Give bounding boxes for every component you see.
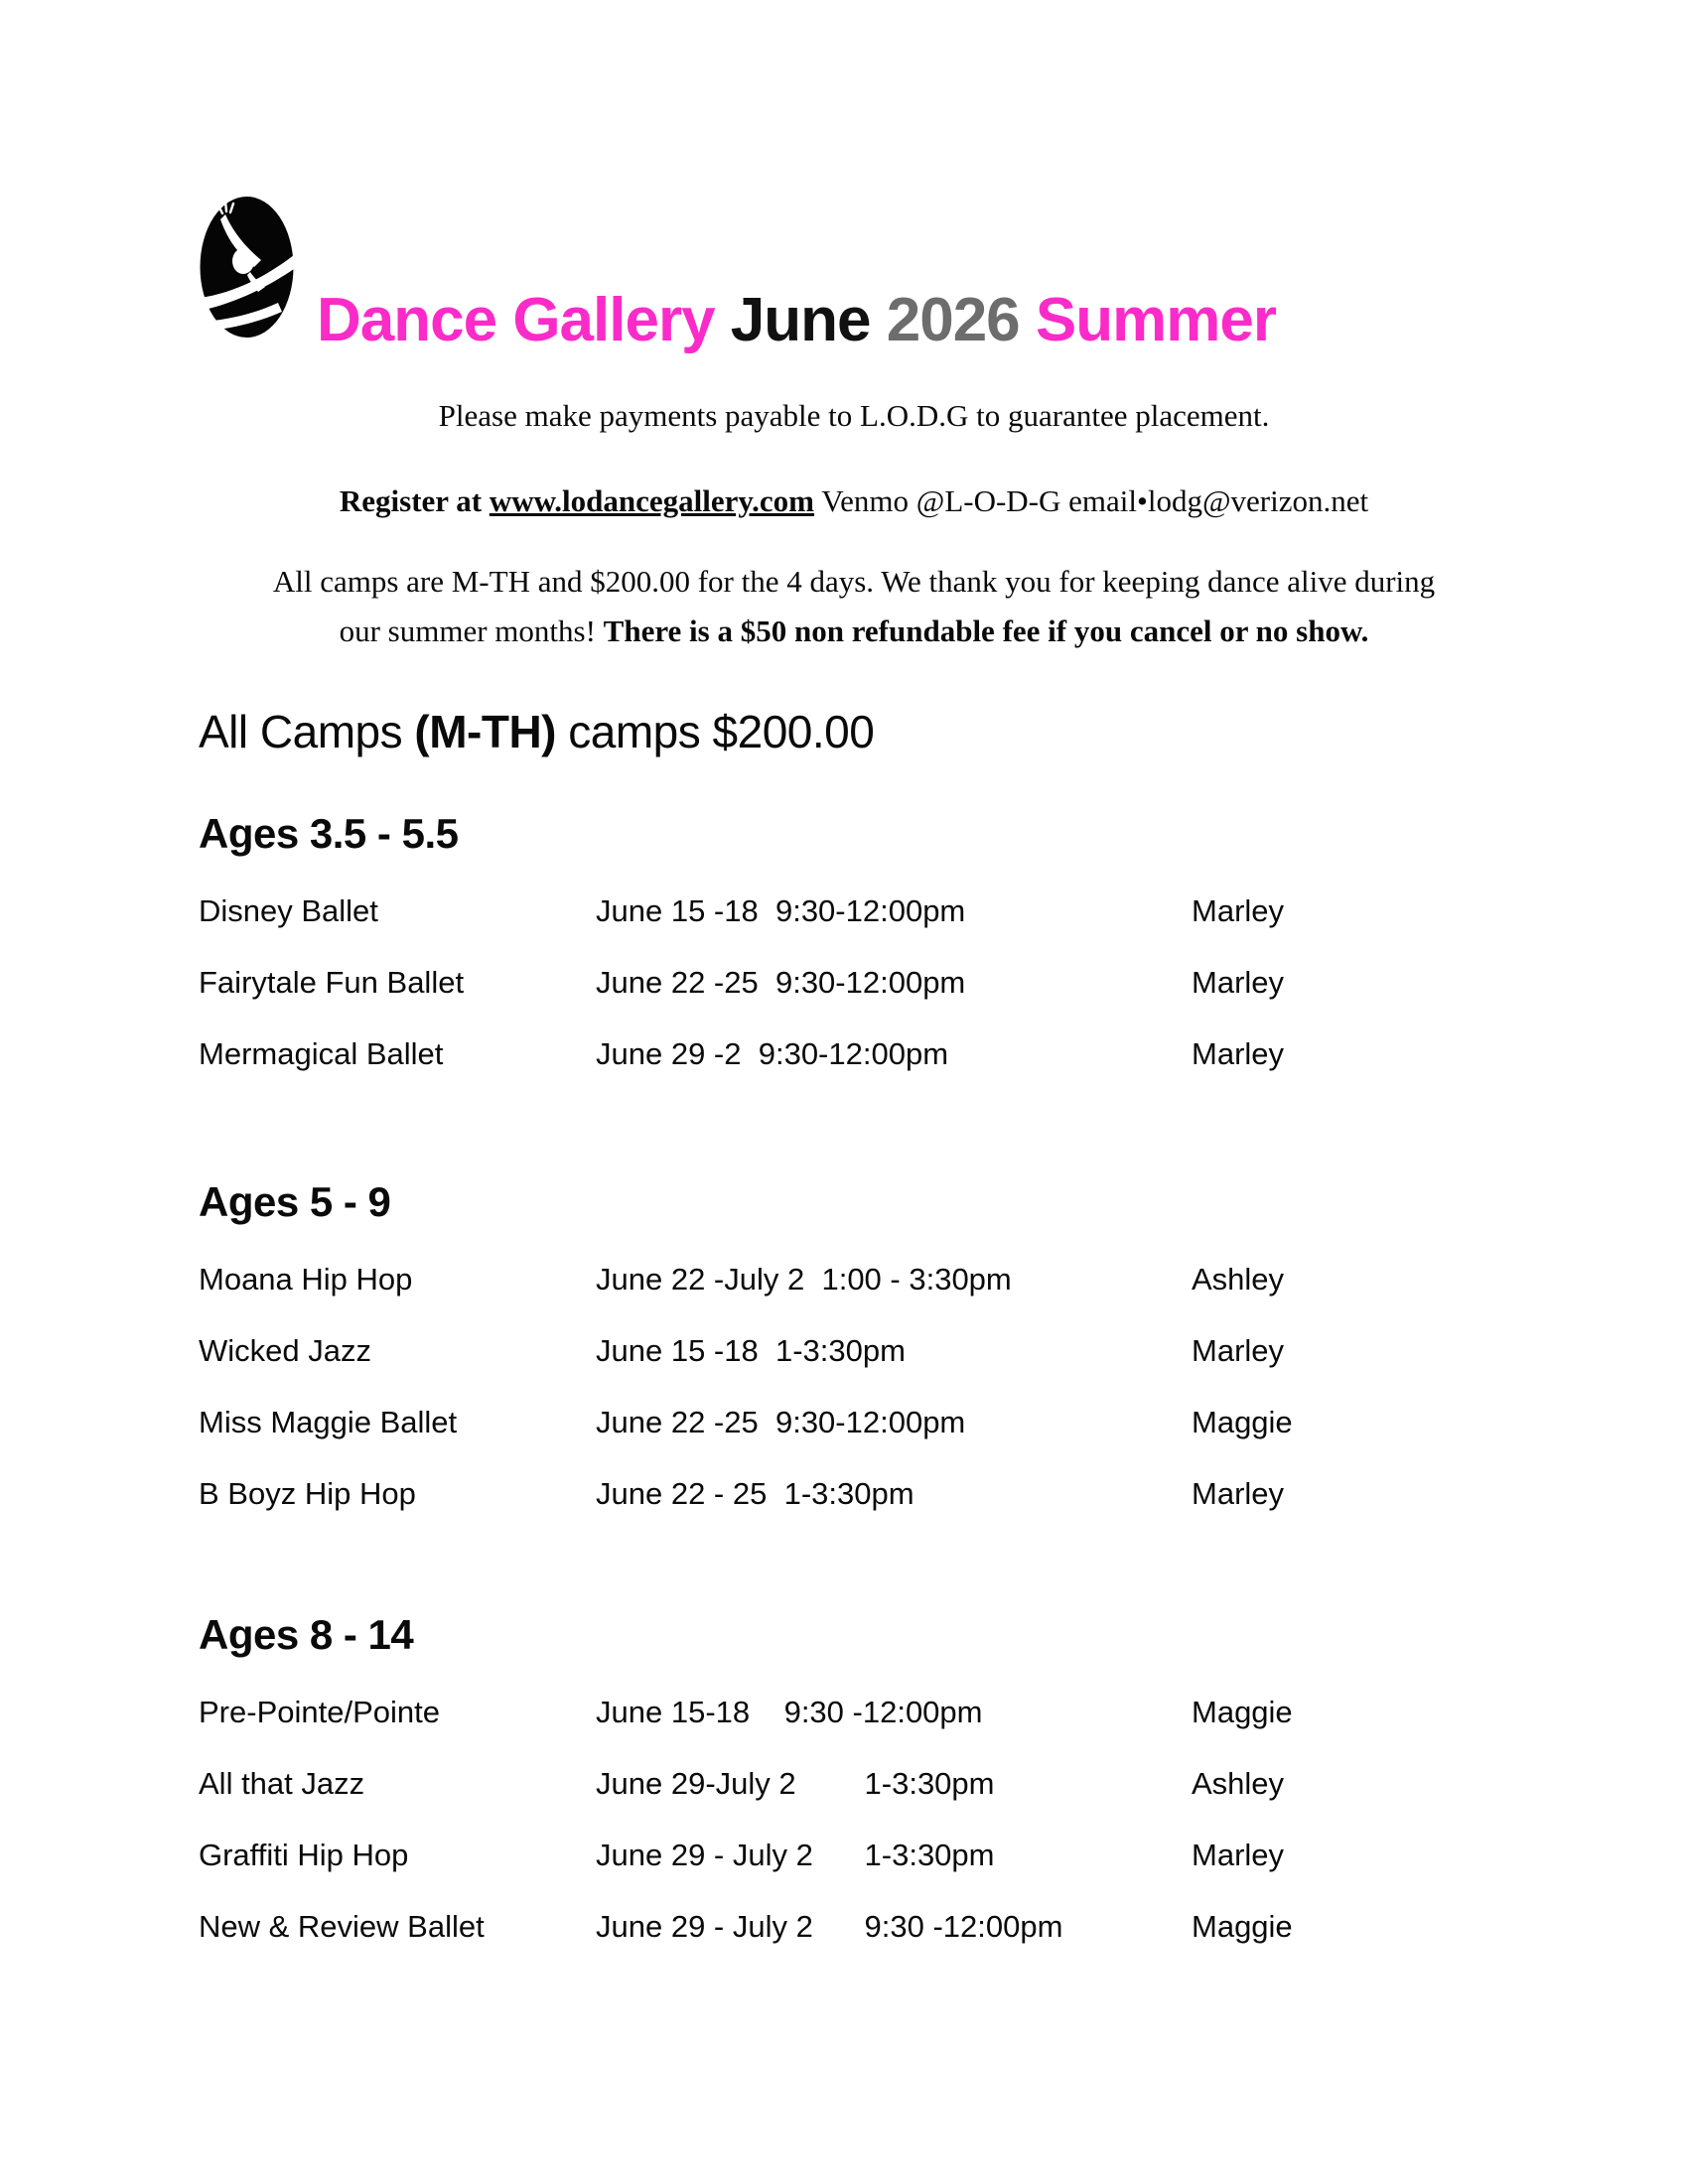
camp-teacher: Marley bbox=[1192, 892, 1285, 928]
section-heading-ages-8-14: Ages 8 - 14 bbox=[199, 1611, 414, 1659]
camp-teacher: Ashley bbox=[1192, 1262, 1285, 1297]
masthead bbox=[199, 0, 1509, 355]
camp-row bbox=[199, 893, 1509, 929]
register-url-link[interactable]: www.lodancegallery.com bbox=[489, 482, 815, 518]
cancel-fee-note: There is a $50 non refundable fee if you cancel or no show. bbox=[603, 614, 1369, 649]
title-year: 2026 bbox=[870, 286, 1020, 355]
camp-schedule: June 29 -2 9:30-12:00pm bbox=[596, 1035, 949, 1071]
payments-note: Please make payments payable to L.O.D.G to guarantee placement. bbox=[438, 398, 1270, 433]
camp-teacher: Maggie bbox=[1192, 1909, 1293, 1945]
camps-info-line1: All camps are M-TH and $200.00 for the 4 days. We thank you for keeping dance alive during bbox=[272, 564, 1436, 600]
camp-row bbox=[199, 1405, 1509, 1440]
camp-teacher: Marley bbox=[1192, 1035, 1285, 1071]
title-summer: Summer bbox=[1019, 286, 1276, 355]
section-rows bbox=[199, 1262, 1509, 1512]
camp-name: All that Jazz bbox=[199, 1766, 365, 1802]
camp-teacher: Marley bbox=[1192, 1476, 1285, 1512]
title-june: June bbox=[714, 286, 871, 355]
camp-row bbox=[199, 1766, 1509, 1802]
camp-name: Moana Hip Hop bbox=[199, 1262, 413, 1297]
register-prefix: Register at bbox=[339, 482, 490, 518]
section-rows bbox=[199, 893, 1509, 1072]
camp-row bbox=[199, 1333, 1509, 1369]
all-camps-heading bbox=[199, 705, 1509, 758]
camp-teacher: Marley bbox=[1192, 964, 1285, 1000]
camp-name: B Boyz Hip Hop bbox=[199, 1476, 416, 1512]
camp-name: Pre-Pointe/Pointe bbox=[199, 1695, 440, 1730]
camp-schedule: June 22 - 25 1-3:30pm bbox=[596, 1476, 914, 1512]
dancer-silhouette-logo-icon bbox=[199, 196, 295, 342]
camp-name: Graffiti Hip Hop bbox=[199, 1838, 409, 1873]
camp-row bbox=[199, 965, 1509, 1001]
camp-row bbox=[199, 1036, 1509, 1072]
camp-teacher: Marley bbox=[1192, 1333, 1285, 1369]
section-heading-ages-5-9: Ages 5 - 9 bbox=[199, 1178, 391, 1226]
page-title bbox=[317, 286, 1276, 355]
all-camps-prefix: All Camps bbox=[199, 705, 415, 757]
camps-info bbox=[199, 557, 1509, 656]
camp-name: Fairytale Fun Ballet bbox=[199, 964, 465, 1000]
camp-schedule: June 29 - July 2 1-3:30pm bbox=[596, 1838, 995, 1873]
camp-row bbox=[199, 1909, 1509, 1945]
camp-row bbox=[199, 1476, 1509, 1512]
all-camps-price: camps $200.00 bbox=[555, 705, 875, 757]
camp-schedule: June 22 -25 9:30-12:00pm bbox=[596, 964, 966, 1000]
camp-teacher: Marley bbox=[1192, 1838, 1285, 1873]
camp-schedule: June 22 -25 9:30-12:00pm bbox=[596, 1405, 966, 1440]
title-dance-gallery: Dance Gallery bbox=[317, 286, 715, 355]
camp-schedule: June 15 -18 1-3:30pm bbox=[596, 1333, 906, 1369]
all-camps-days: (M-TH) bbox=[414, 705, 556, 757]
camp-schedule: June 15-18 9:30 -12:00pm bbox=[596, 1695, 983, 1730]
register-contact: Venmo @L-O-D-G email•lodg@verizon.net bbox=[814, 482, 1369, 518]
camps-info-line2: our summer months! bbox=[339, 614, 604, 649]
register-line bbox=[199, 483, 1509, 520]
camp-name: Wicked Jazz bbox=[199, 1333, 371, 1369]
camp-row bbox=[199, 1695, 1509, 1730]
camp-teacher: Maggie bbox=[1192, 1405, 1293, 1440]
section-rows bbox=[199, 1695, 1509, 1945]
camp-name: Mermagical Ballet bbox=[199, 1035, 444, 1071]
camp-row bbox=[199, 1838, 1509, 1873]
camp-schedule: June 29 - July 2 9:30 -12:00pm bbox=[596, 1909, 1063, 1945]
camp-row bbox=[199, 1262, 1509, 1297]
camp-name: Disney Ballet bbox=[199, 892, 378, 928]
camp-teacher: Maggie bbox=[1192, 1695, 1293, 1730]
camp-name: Miss Maggie Ballet bbox=[199, 1405, 458, 1440]
camp-schedule: June 29-July 2 1-3:30pm bbox=[596, 1766, 995, 1802]
section-heading-ages-3-5: Ages 3.5 - 5.5 bbox=[199, 809, 459, 857]
camp-teacher: Ashley bbox=[1192, 1766, 1285, 1802]
camp-schedule: June 22 -July 2 1:00 - 3:30pm bbox=[596, 1262, 1012, 1297]
camp-schedule: June 15 -18 9:30-12:00pm bbox=[596, 892, 966, 928]
camp-name: New & Review Ballet bbox=[199, 1909, 485, 1945]
